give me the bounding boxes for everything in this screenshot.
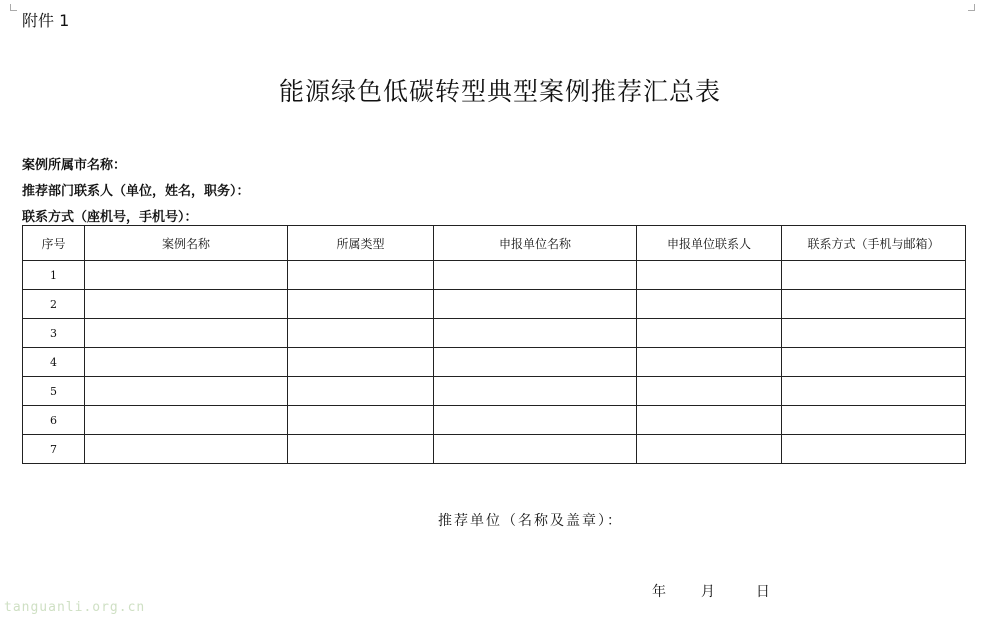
cell-category[interactable] — [288, 348, 434, 377]
row-number: 5 — [23, 377, 85, 406]
cell-applicant-contact[interactable] — [637, 377, 782, 406]
column-header-contact-method: 联系方式（手机与邮箱） — [782, 226, 966, 261]
column-header-index: 序号 — [23, 226, 85, 261]
cell-applicant-unit[interactable] — [434, 261, 637, 290]
cell-category[interactable] — [288, 406, 434, 435]
cell-applicant-unit[interactable] — [434, 348, 637, 377]
cell-contact-method[interactable] — [782, 435, 966, 464]
date-year: 年 — [652, 584, 666, 600]
cell-applicant-unit[interactable] — [434, 290, 637, 319]
cell-applicant-contact[interactable] — [637, 406, 782, 435]
field-contact-info: 联系方式（座机号，手机号）： — [22, 210, 198, 225]
cell-applicant-unit[interactable] — [434, 319, 637, 348]
table-row — [23, 406, 966, 435]
table-row — [23, 290, 966, 319]
cell-case-name[interactable] — [85, 377, 288, 406]
attachment-label: 附件 1 — [22, 11, 70, 30]
cell-contact-method[interactable] — [782, 261, 966, 290]
cell-case-name[interactable] — [85, 290, 288, 319]
page-corner-mark-left — [10, 4, 17, 11]
row-number: 6 — [23, 406, 85, 435]
table-row — [23, 377, 966, 406]
row-number: 4 — [23, 348, 85, 377]
row-number: 7 — [23, 435, 85, 464]
cell-category[interactable] — [288, 290, 434, 319]
cell-category[interactable] — [288, 377, 434, 406]
cell-contact-method[interactable] — [782, 319, 966, 348]
page-corner-mark-right — [968, 4, 975, 11]
row-number: 3 — [23, 319, 85, 348]
date-day: 日 — [755, 584, 770, 600]
cell-case-name[interactable] — [85, 435, 288, 464]
cell-contact-method[interactable] — [782, 377, 966, 406]
row-number: 2 — [23, 290, 85, 319]
column-header-category: 所属类型 — [288, 226, 434, 261]
cell-applicant-contact[interactable] — [637, 290, 782, 319]
cell-contact-method[interactable] — [782, 348, 966, 377]
column-header-applicant-contact: 申报单位联系人 — [637, 226, 782, 261]
cell-case-name[interactable] — [85, 319, 288, 348]
cell-contact-method[interactable] — [782, 290, 966, 319]
table-row — [23, 319, 966, 348]
cell-category[interactable] — [288, 435, 434, 464]
row-number: 1 — [23, 261, 85, 290]
cell-applicant-contact[interactable] — [637, 261, 782, 290]
cell-case-name[interactable] — [85, 261, 288, 290]
signature-label: 推荐单位（名称及盖章）： — [438, 513, 623, 529]
cell-category[interactable] — [288, 319, 434, 348]
cell-case-name[interactable] — [85, 406, 288, 435]
table-row — [23, 348, 966, 377]
cell-category[interactable] — [288, 261, 434, 290]
cell-applicant-unit[interactable] — [434, 377, 637, 406]
table-row — [23, 261, 966, 290]
cell-applicant-unit[interactable] — [434, 435, 637, 464]
cell-applicant-contact[interactable] — [637, 435, 782, 464]
column-header-case-name: 案例名称 — [85, 226, 288, 261]
table-header-row — [23, 226, 966, 261]
document-title: 能源绿色低碳转型典型案例推荐汇总表 — [278, 77, 721, 106]
watermark-text: tanguanli.org.cn — [4, 600, 146, 615]
table-row — [23, 435, 966, 464]
field-city-name: 案例所属市名称： — [22, 158, 127, 173]
summary-table — [22, 225, 966, 464]
cell-applicant-contact[interactable] — [637, 319, 782, 348]
column-header-applicant-unit: 申报单位名称 — [434, 226, 637, 261]
cell-applicant-unit[interactable] — [434, 406, 637, 435]
cell-applicant-contact[interactable] — [637, 348, 782, 377]
date-line — [652, 581, 770, 601]
cell-case-name[interactable] — [85, 348, 288, 377]
date-month: 月 — [700, 584, 715, 600]
cell-contact-method[interactable] — [782, 406, 966, 435]
field-contact-person: 推荐部门联系人（单位，姓名，职务）： — [22, 184, 250, 199]
